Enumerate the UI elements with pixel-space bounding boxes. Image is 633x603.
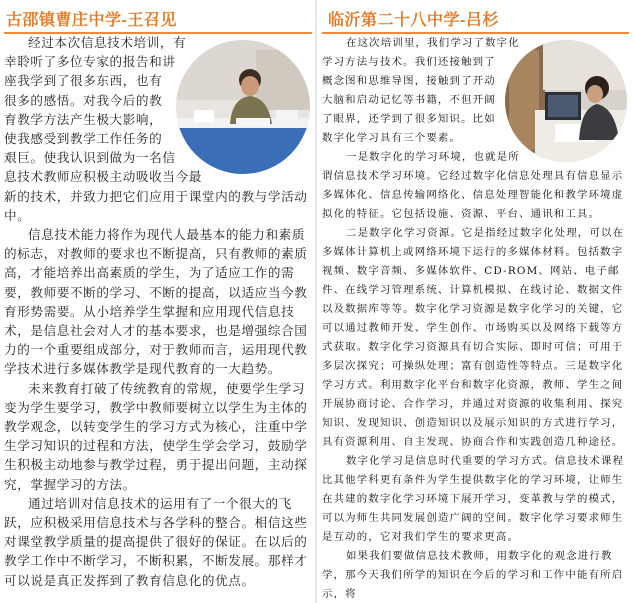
left-title: 古邵镇曹庄中学-王召见 (6, 12, 177, 29)
right-paragraph-3: 二是数字化学习资源。它是指经过数字化处理，可以在多媒体计算机上或网络环境下运行的多媒体材料。包括数字视频、数字音频、多媒体软件、CD-ROM、网站、电子邮件、在线学习管理系统、计算机模拟、在线讨论、数据文件以及数据库等等。数字化学习资源是数字化学习的关键，它可以通过教师开发、学生创作、市场购买以及网络下载等方式获取。数字化学习资源具有切合实际、即时可信；可用于多层次探究；可操纵处理；富有创造性等特点。三是数字化学习方式。利用数字化平台和数字化资源，教师、学生之间开展协商讨论、合作学习，并通过对资源的收集利用、探究知识、发现知识、创造知识以及展示知识的方式进行学习，具有资源利用、自主发现、协商合作和实践创造几种途径。 (322, 227, 625, 448)
right-title: 临沂第二十八中学-吕杉 (328, 12, 499, 29)
right-paragraph-5: 如果我们要做信息技术教师，用数字化的观念进行教学，那今天我们所学的知识在今后的学习和工作中能有所启示，将 (322, 550, 624, 600)
left-paragraph-2: 信息技术能力将作为现代人最基本的能力和素质的标志，对教师的要求也不断提高，只有教师的素质高，才能培养出高素质的学生，为了适应工作的需要，教师要不断的学习、不断的提高，以适应当今教育形势需要。从小培养学生掌握和应用现代信息技术，是信息社会对人才的基本要求，也是增强综合国力的一个重要组成部分，对于教师而言，运用现代教学技术进行多媒体教学是现代教育的一大趋势。 (4, 228, 308, 377)
left-body (4, 34, 312, 591)
right-paragraph-2: 一是数字化的学习环境，也就是所谓信息技术学习环境。它经过数字化信息处理具有信息显示多媒体化、信息传输网络化、信息处理智能化和教学环境虚拟化的特征。它包括设施、资源、平台、通讯和工具。 (322, 151, 624, 220)
right-photo (505, 40, 627, 162)
right-body (322, 34, 629, 603)
left-photo (176, 40, 310, 174)
right-article (318, 0, 633, 603)
right-paragraph-1: 在这次培训里，我们学习了数字化学习方法与技术。我们还接触到了概念图和思维导图，接触到了开动大脑和启动记忆等书籍，不但开阔了眼界，还学到了很多知识。比如数字化学习具有三个要素。 (322, 37, 520, 144)
right-header (322, 0, 629, 34)
left-article (0, 0, 316, 603)
left-paragraph-3: 未来教育打破了传统教育的常规，使要学生学习变为学生要学习，教学中教师要树立以学生为主体的教学观念，以转变学生的学习方式为核心，注重中学生学习知识的过程和方法，使学生学会学习，鼓励学生积极主动地参与教学过程，勇于提出问题，主动探究，掌握学习的方法。 (4, 381, 308, 492)
left-paragraph-4: 通过培训对信息技术的运用有了一个很大的飞跃，应积极采用信息技术与各学科的整合。相信这些对课堂教学质量的提高提供了很好的保证。在以后的教学工作中不断学习，不断积累，不断发展。那样才可以说是真正发挥到了教育信息化的优点。 (4, 496, 308, 588)
left-paragraph-1: 经过本次信息技术培训，有幸聆听了多位专家的报告和讲座我学到了很多东西，也有很多的感悟。对我今后的教育教学方法产生极大影响，使我感受到教学工作任务的艰巨。使我认识到做为一名信息技术教师应积极主动吸收当今最新的技术，并致力把它们应用于课堂内的教与学活动中。 (4, 36, 308, 223)
right-paragraph-4: 数字化学习是信息时代重要的学习方式。信息技术课程比其他学科更有条件为学生提供数字化的学习环境，让师生在共建的数字化学习环境下展开学习，变革教与学的模式，可以为师生共同发展创造广阔的空间。数字化学习要求师生是互动的，它对我们学生的要求更高。 (322, 455, 625, 543)
left-header (4, 0, 312, 34)
